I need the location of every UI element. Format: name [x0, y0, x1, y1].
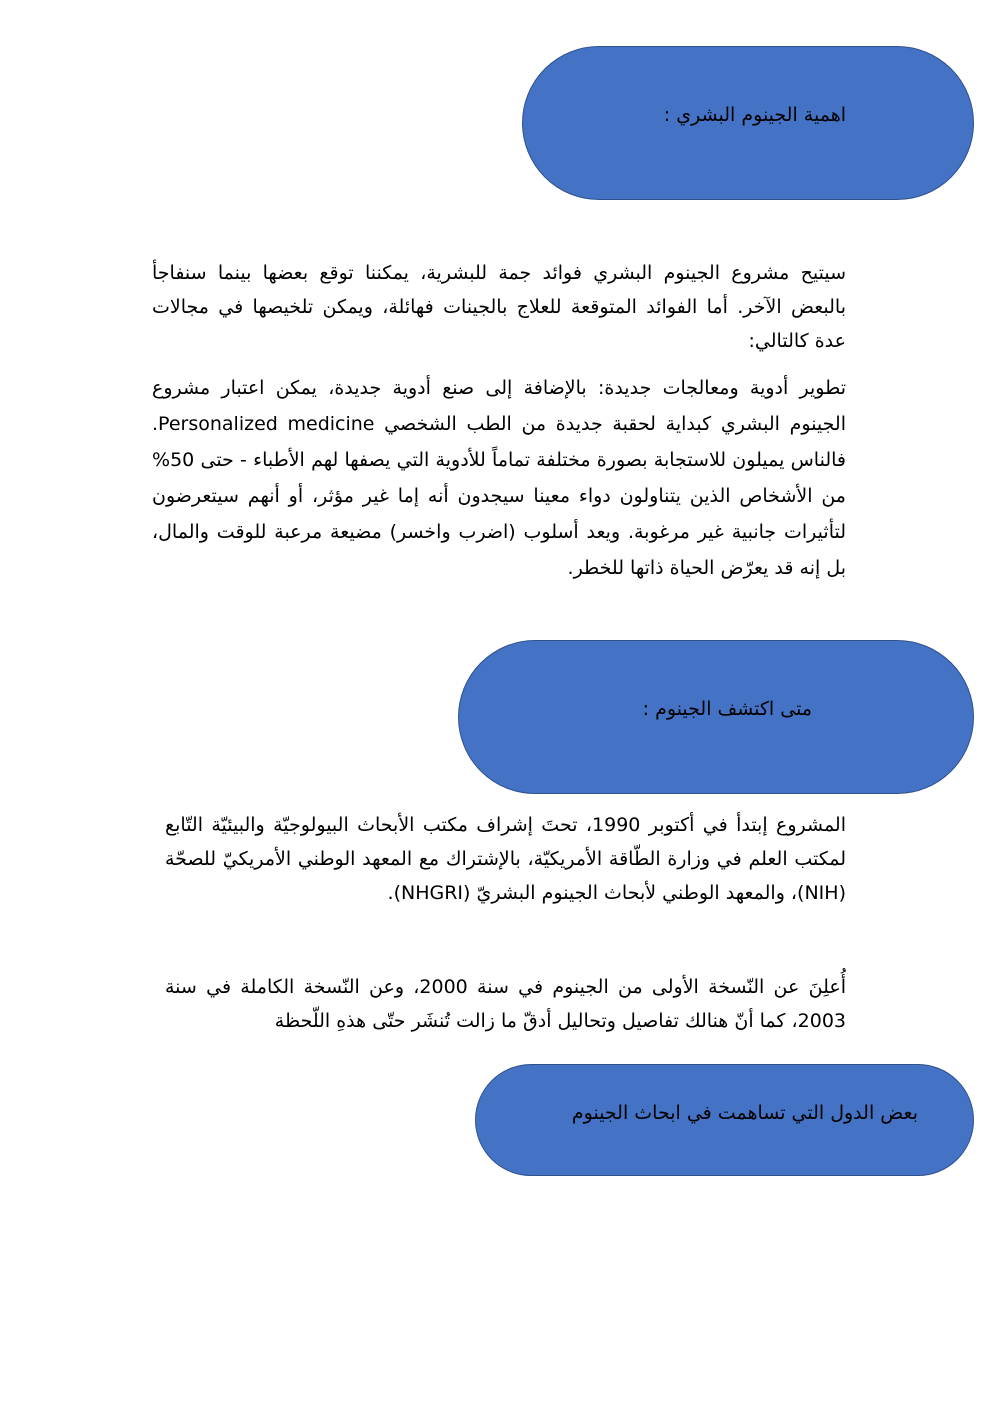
medicine-text: تطوير أدوية ومعالجات جديدة: بالإضافة إلى صنع أدوية جديدة، يمكن اعتبار مشروع الجينوم البشري كبداية لحقبة جديدة من الطب الشخصي Personalized medicine. فالناس يميلون للاستجابة بصورة مختلفة تماماً للأدوية التي يصفها لهم الأطباء - حتى 50% من الأشخاص الذين يتناولون دواء معينا سيجدون أنه إما غير مؤثر، أو أنهم سيتعرضون لتأثيرات جانبية غير مرغوبة. ويعد أسلوب (اضرب واخسر) مضيعة مرعبة للوقت والمال، بل إنه قد يعرّض الحياة ذاتها للخطر.	[152, 377, 846, 579]
project-start-paragraph	[165, 808, 846, 910]
importance-heading-text: اهمية الجينوم البشري :	[663, 104, 846, 126]
discovery-heading-text: متى اكتشف الجينوم :	[642, 698, 812, 720]
intro-text: سيتيح مشروع الجينوم البشري فوائد جمة للبشرية، يمكننا توقع بعضها بينما سنفاجأ بالبعض الآخر. أما الفوائد المتوقعة للعلاج بالجينات فهائلة، ويمكن تلخيصها في مجالات عدة كالتالي:	[152, 262, 846, 352]
intro-paragraph	[152, 256, 846, 358]
countries-heading-text: بعض الدول التي تساهمت في ابحاث الجينوم	[571, 1102, 918, 1124]
first-copy-text: أُعلِنَ عن النّسخة الأولى من الجينوم في سنة 2000، وعن النّسخة الكاملة في سنة 2003، كما أنّ هنالك تفاصيل وتحاليل أدقّ ما زالت تُنشَر حتّى هذهِ اللّحظة	[165, 976, 846, 1032]
project-start-text: المشروع إبتدأ في أكتوبر 1990، تحتَ إشراف مكتب الأبحاث البيولوجيّة والبيئيّة التّابع لمكتب العلم في وزارة الطّاقة الأمريكيّة، بالإشتراك مع المعهد الوطني الأمريكيّ للصحّة (NIH)، والمعهد الوطني لأبحاث الجينوم البشريّ (NHGRI).	[165, 814, 846, 904]
first-copy-paragraph	[165, 970, 846, 1038]
medicine-paragraph	[152, 370, 846, 586]
